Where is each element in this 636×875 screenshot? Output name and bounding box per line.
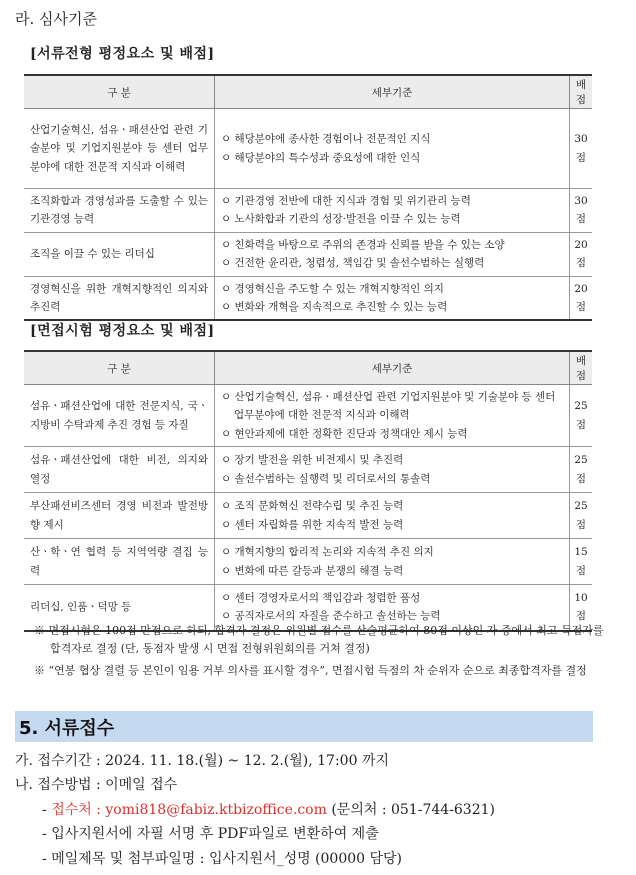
- row-category: 부산패션비즈센터 경영 비전과 발전방향 제시: [24, 493, 215, 539]
- bullet-dash: -: [42, 826, 47, 842]
- header-criteria: 세부기준: [215, 351, 570, 385]
- row-category: 산ㆍ학ㆍ연 협력 등 지역역량 결집 능력: [24, 539, 215, 585]
- bullet-text: 입사지원서에 자필 서명 후 PDF파일로 변환하여 제출: [51, 826, 379, 842]
- header-category: 구 분: [24, 351, 215, 385]
- criteria-line: ㅇ 해당분야에 종사한 경험이나 전문적인 지식: [221, 133, 431, 146]
- contact-number: (문의처 : 051-744-6321): [331, 802, 495, 818]
- criteria-line: ㅇ 센터 경영자로서의 책임감과 청렴한 품성: [221, 592, 421, 604]
- row-category: 섬유ㆍ패션산업에 대한 전문지식, 국ㆍ지방비 수탁과제 추진 경험 등 자질: [24, 385, 215, 447]
- table-row: [24, 447, 592, 493]
- criteria-line: ㅇ 변화에 따른 갈등과 분쟁의 해결 능력: [221, 564, 404, 577]
- criteria-line: ㅇ 친화력을 바탕으로 주위의 존경과 신뢰를 받을 수 있는 소양: [221, 238, 505, 251]
- criteria-line: ㅇ 공직자로서의 자질을 준수하고 솔선하는 능력: [221, 610, 441, 623]
- submission-line: [42, 799, 495, 819]
- criteria-line: ㅇ 변화와 개혁을 지속적으로 추진할 수 있는 능력: [221, 300, 448, 313]
- row-criteria: [215, 385, 570, 447]
- criteria-line: ㅇ 산업기술혁신, 섬유ㆍ패션산업 관련 기업지원분야 및 기술분야 등 센터 업무분야에 대한 전문적 지식과 이해력: [221, 391, 556, 422]
- section5-heading-bar: [15, 711, 593, 742]
- header-score: 배점: [570, 351, 593, 385]
- criteria-line: ㅇ 개혁지향의 합리적 논리와 지속적 추진 의지: [221, 546, 434, 559]
- application-period: 가. 접수기간 : 2024. 11. 18.(월) ~ 12. 2.(월), 17:00 까지: [15, 753, 389, 769]
- criteria-line: ㅇ 노사화합과 기관의 성장·발전을 이끌 수 있는 능력: [221, 213, 461, 226]
- criteria-line: ㅇ 경영혁신을 주도할 수 있는 개혁지향적인 의지: [221, 282, 444, 295]
- row-score: 25점: [570, 385, 593, 447]
- submission-email[interactable]: 접수처 : yomi818@fabiz.ktbizoffice.com: [51, 802, 327, 818]
- table-header-row: [24, 351, 592, 385]
- interview-table: [24, 350, 592, 632]
- note-interview-scoring: ※ 면접시험은 100점 만점으로 하되, 합격자 결정은 위원별 점수를 산술평균하여 80점 이상인 자 중에서 최고 득점자를 합격자로 결정 (단, 동점자 발생 시 면접 전형위원회의를 거쳐 결정): [34, 624, 604, 655]
- table-row: [24, 189, 592, 233]
- row-score: 10점: [570, 585, 593, 631]
- row-criteria: [215, 447, 570, 493]
- criteria-line: ㅇ 해당분야의 특수성과 중요성에 대한 인식: [221, 151, 421, 164]
- bullet-dash: -: [42, 851, 47, 867]
- row-score: 30점: [570, 189, 593, 233]
- document-screening-title: [서류전형 평정요소 및 배점]: [30, 46, 215, 62]
- row-category: 경영혁신을 위한 개혁지향적인 의지와 추진력: [24, 276, 215, 320]
- row-score: 25점: [570, 493, 593, 539]
- criteria-line: ㅇ 기관경영 전반에 대한 지식과 경험 및 위기관리 능력: [221, 195, 471, 207]
- row-criteria: [215, 109, 570, 189]
- criteria-line: ㅇ 건전한 윤리관, 청렴성, 책임감 및 솔선수범하는 실행력: [221, 257, 485, 270]
- row-criteria: [215, 189, 570, 233]
- note-salary-refusal: ※ “연봉 협상 결렬 등 본인이 임용 거부 의사를 표시할 경우”, 면접시험 득점의 차 순위자 순으로 최종합격자를 결정: [34, 664, 587, 677]
- row-criteria: [215, 232, 570, 276]
- table-row: [24, 493, 592, 539]
- interview-title: [면접시험 평정요소 및 배점]: [30, 323, 215, 339]
- row-category: 리더십, 인품ㆍ덕망 등: [24, 585, 215, 631]
- header-score: 배점: [570, 75, 593, 109]
- table-row: [24, 276, 592, 320]
- section5-heading: 5. 서류접수: [19, 718, 115, 739]
- table-header-row: [24, 75, 592, 109]
- document-screening-table: [24, 74, 592, 321]
- row-score: 20점: [570, 276, 593, 320]
- row-category: 섬유ㆍ패션산업에 대한 비전, 의지와 열정: [24, 447, 215, 493]
- row-score: 30점: [570, 109, 593, 189]
- criteria-line: ㅇ 조직 문화혁신 전략수립 및 추진 능력: [221, 500, 404, 513]
- header-criteria: 세부기준: [215, 75, 570, 109]
- row-category: 산업기술혁신, 섬유ㆍ패션산업 관련 기술분야 및 기업지원분야 등 센터 업무분야에 대한 전문적 지식과 이해력: [24, 109, 215, 189]
- bullet-dash: -: [42, 802, 47, 818]
- row-criteria: [215, 539, 570, 585]
- criteria-line: ㅇ 장기 발전을 위한 비전제시 및 추진력: [221, 454, 404, 467]
- row-criteria: [215, 276, 570, 320]
- bullet-line: [42, 823, 379, 843]
- table-row: [24, 232, 592, 276]
- row-score: 25점: [570, 447, 593, 493]
- row-criteria: [215, 493, 570, 539]
- table-row: [24, 539, 592, 585]
- row-score: 20점: [570, 232, 593, 276]
- bullet-text: 메일제목 및 첨부파일명 : 입사지원서_성명 (00000 담당): [51, 851, 403, 867]
- section-heading: 라. 심사기준: [15, 10, 97, 28]
- row-score: 15점: [570, 539, 593, 585]
- table-row: [24, 109, 592, 189]
- header-category: 구 분: [24, 75, 215, 109]
- criteria-line: ㅇ 현안과제에 대한 정확한 진단과 정책대안 제시 능력: [221, 427, 468, 440]
- criteria-line: ㅇ 센터 자립화를 위한 지속적 발전 능력: [221, 518, 404, 531]
- row-category: 조직을 이끌 수 있는 리더십: [24, 232, 215, 276]
- application-method: 나. 접수방법 : 이메일 접수: [15, 777, 178, 793]
- row-category: 조직화합과 경영성과를 도출할 수 있는 기관경영 능력: [24, 189, 215, 233]
- criteria-line: ㅇ 솔선수범하는 실행력 및 리더로서의 통솔력: [221, 472, 431, 485]
- bullet-line: [42, 848, 402, 868]
- table-row: [24, 385, 592, 447]
